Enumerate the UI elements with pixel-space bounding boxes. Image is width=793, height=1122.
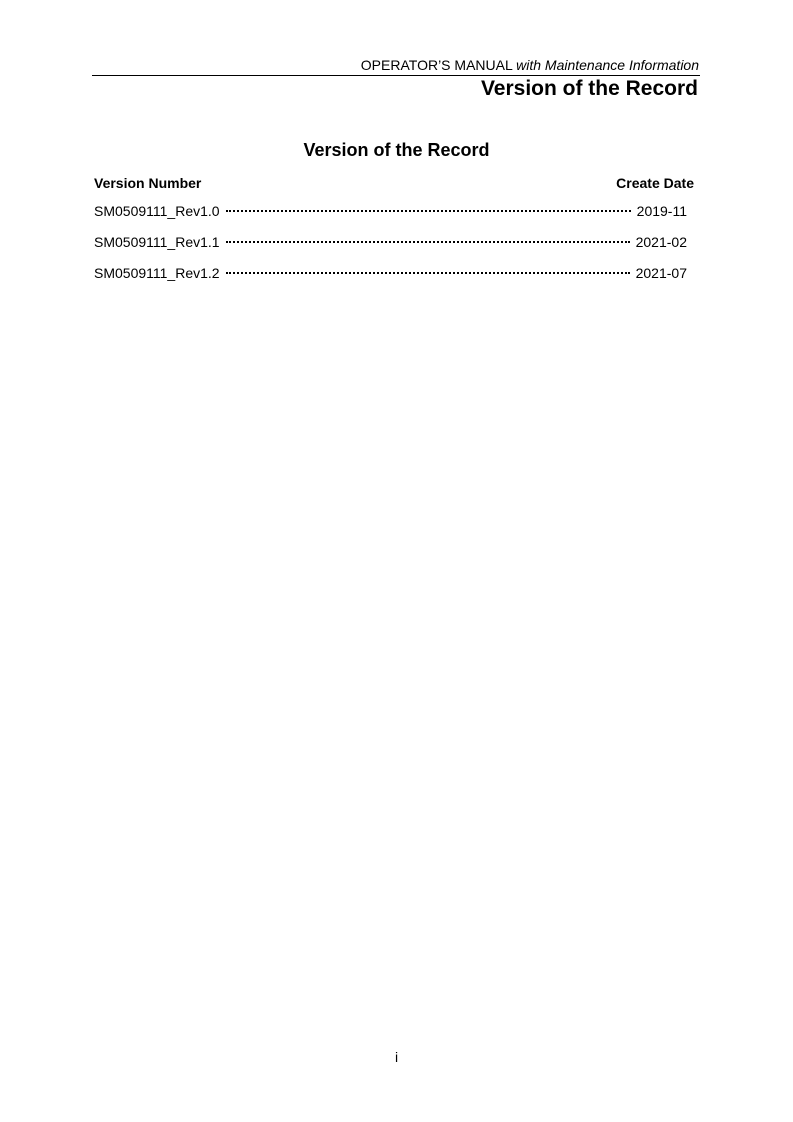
column-header-version: Version Number: [94, 175, 202, 191]
version-number: SM0509111_Rev1.0: [94, 203, 220, 219]
page-title: Version of the Record: [303, 140, 490, 160]
create-date: 2021-02: [635, 234, 687, 250]
version-record-list: [94, 203, 687, 296]
create-date: 2019-11: [636, 203, 687, 219]
list-item: [94, 265, 687, 296]
list-item: [94, 203, 687, 234]
dot-leader: [226, 210, 631, 212]
create-date: 2021-07: [635, 265, 687, 281]
version-number: SM0509111_Rev1.2: [94, 265, 220, 281]
manual-subtitle: with Maintenance Information: [516, 57, 699, 73]
dot-leader: [226, 272, 630, 274]
version-number: SM0509111_Rev1.1: [94, 234, 220, 250]
list-item: [94, 234, 687, 265]
section-title: Version of the Record: [480, 77, 698, 100]
dot-leader: [226, 241, 630, 243]
page-number: i: [394, 1049, 399, 1065]
column-header-date: Create Date: [616, 175, 694, 191]
running-header: [361, 56, 699, 74]
manual-title: OPERATOR’S MANUAL: [360, 57, 513, 73]
